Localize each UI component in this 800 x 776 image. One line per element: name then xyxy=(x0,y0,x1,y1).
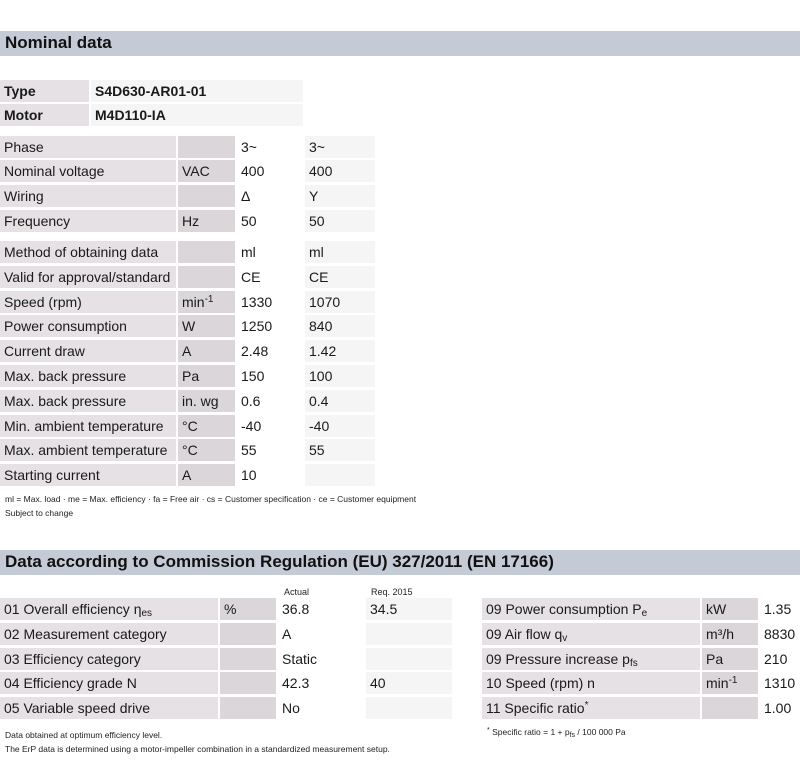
erp-param-unit xyxy=(220,697,276,719)
param-value-1: 55 xyxy=(237,439,303,461)
param-value-1: ml xyxy=(237,241,303,263)
erp-param-subscript: fs xyxy=(629,657,638,669)
param-unit xyxy=(178,136,235,158)
param-unit xyxy=(178,390,235,412)
param-unit-text: min xyxy=(182,293,205,310)
erp-param-unit-text: Pa xyxy=(706,650,724,667)
erp-actual-value: No xyxy=(278,697,364,719)
param-unit-text: °C xyxy=(182,417,198,434)
erp-required-value: 34.5 xyxy=(366,598,452,620)
motor-value: M4D110-IA xyxy=(91,104,303,126)
param-value-1: 3~ xyxy=(237,136,303,158)
footnote-mark: * xyxy=(487,727,490,734)
param-value-1: 10 xyxy=(237,464,303,486)
erp-required-value: 40 xyxy=(366,672,452,694)
param-label: Power consumption xyxy=(0,315,176,337)
erp-param-unit-text: min xyxy=(706,675,729,692)
erp-actual-value: A xyxy=(278,623,364,645)
param-unit-text: A xyxy=(182,343,192,360)
param-unit xyxy=(178,439,235,461)
erp-param-label-text: 09 Power consumption P xyxy=(486,601,642,617)
param-value-1: 150 xyxy=(237,365,303,387)
nominal-data-title: Nominal data xyxy=(5,33,112,52)
erp-value: 1.00 xyxy=(760,697,800,719)
param-value-2 xyxy=(305,464,375,486)
param-unit xyxy=(178,365,235,387)
param-unit xyxy=(178,210,235,232)
param-value-2: Y xyxy=(305,185,375,207)
param-value-2: 3~ xyxy=(305,136,375,158)
erp-param-label-text: 09 Air flow q xyxy=(486,625,563,642)
erp-param-label xyxy=(0,697,218,719)
param-label: Max. back pressure xyxy=(0,365,176,387)
erp-param-label-text: 02 Measurement category xyxy=(4,625,167,642)
param-value-2: -40 xyxy=(305,415,375,437)
param-label: Wiring xyxy=(0,185,176,207)
param-label: Nominal voltage xyxy=(0,160,176,182)
param-label: Min. ambient temperature xyxy=(0,415,176,437)
erp-param-unit xyxy=(702,648,758,670)
param-unit xyxy=(178,160,235,182)
param-value-2: 400 xyxy=(305,160,375,182)
param-value-1: 400 xyxy=(237,160,303,182)
param-label: Method of obtaining data xyxy=(0,241,176,263)
erp-actual-value: Static xyxy=(278,648,364,670)
erp-value: 210 xyxy=(760,648,800,670)
param-unit-text: in. wg xyxy=(182,392,219,409)
erp-actual-value: 42.3 xyxy=(278,672,364,694)
param-unit-text: VAC xyxy=(182,163,210,179)
erp-param-unit-text: kW xyxy=(706,601,727,617)
erp-param-label-text: 03 Efficiency category xyxy=(4,650,141,667)
param-unit-text: °C xyxy=(182,442,198,459)
erp-param-label-text: 10 Speed (rpm) n xyxy=(486,675,595,692)
param-value-2: 55 xyxy=(305,439,375,461)
erp-actual-value: 36.8 xyxy=(278,598,364,620)
erp-param-unit: % xyxy=(220,598,276,620)
param-value-1: 2.48 xyxy=(237,340,303,362)
type-value: S4D630-AR01-01 xyxy=(91,80,303,102)
param-value-1: -40 xyxy=(237,415,303,437)
erp-required-value xyxy=(366,697,452,719)
column-header-req: Req. 2015 xyxy=(371,587,413,597)
param-unit xyxy=(178,340,235,362)
erp-param-unit xyxy=(220,623,276,645)
param-value-2: 100 xyxy=(305,365,375,387)
legend-note: ml = Max. load · me = Max. efficiency · fa = Free air · cs = Customer specification · ce = Customer equipment xyxy=(5,494,417,504)
param-label: Max. ambient temperature xyxy=(0,439,176,461)
erp-param-subscript: e xyxy=(641,608,648,619)
motor-label: Motor xyxy=(0,104,89,126)
erp-param-label-text: 09 Pressure increase p xyxy=(486,650,630,667)
erp-param-label xyxy=(482,598,700,620)
param-unit xyxy=(178,266,235,288)
param-label: Current draw xyxy=(0,340,176,362)
erp-param-unit xyxy=(702,598,758,620)
param-value-1: 1250 xyxy=(237,315,303,337)
erp-param-label-text: 05 Variable speed drive xyxy=(4,700,151,717)
param-unit-text: A xyxy=(182,467,192,484)
param-label: Valid for approval/standard xyxy=(0,266,176,288)
param-label: Max. back pressure xyxy=(0,390,176,412)
erp-param-unit xyxy=(702,623,758,645)
param-unit-text: Hz xyxy=(182,213,200,229)
erp-param-subscript: v xyxy=(562,632,568,644)
param-unit xyxy=(178,415,235,437)
erp-param-unit xyxy=(220,648,276,670)
erp-param-label-text: 04 Efficiency grade N xyxy=(4,675,137,692)
erp-param-unit-text: m³/h xyxy=(706,625,734,642)
erp-param-label-text: 11 Specific ratio xyxy=(486,700,585,717)
erp-param-unit xyxy=(702,672,758,694)
specific-ratio-footnote: * Specific ratio = $1 + p_{fs} / 100$ 000 Pa xyxy=(487,727,626,739)
erp-param-label xyxy=(482,697,700,719)
param-value-1: 1330 xyxy=(237,291,303,313)
param-label: Speed (rpm) xyxy=(0,291,176,313)
type-label: Type xyxy=(0,80,89,102)
erp-value: 1310 xyxy=(760,672,800,694)
erp-param-unit xyxy=(220,672,276,694)
erp-value: 1.35 xyxy=(760,598,800,620)
param-unit xyxy=(178,315,235,337)
subject-note: Subject to change xyxy=(5,508,74,518)
nominal-data-header xyxy=(0,31,800,56)
param-label: Starting current xyxy=(0,464,176,486)
param-value-2: 1070 xyxy=(305,291,375,313)
param-unit xyxy=(178,464,235,486)
erp-param-label xyxy=(0,598,218,620)
erp-param-label-text: 01 Overall efficiency η xyxy=(4,601,142,617)
param-label: Phase xyxy=(0,136,176,158)
erp-param-subscript: es xyxy=(141,608,153,619)
param-unit xyxy=(178,185,235,207)
param-unit-text: Pa xyxy=(182,368,200,384)
erp-required-value xyxy=(366,623,452,645)
column-header-actual: Actual xyxy=(284,587,310,597)
erp-note-2: The ErP data is determined using a motor-impeller combination in a standardized measurement setup. xyxy=(5,744,390,754)
param-value-2: 840 xyxy=(305,315,375,337)
erp-param-unit xyxy=(702,697,758,719)
param-value-2: 50 xyxy=(305,210,375,232)
erp-param-label xyxy=(482,648,700,670)
erp-param-label xyxy=(482,623,700,645)
param-value-1: CE xyxy=(237,266,303,288)
param-value-2: CE xyxy=(305,266,375,288)
erp-param-label xyxy=(0,623,218,645)
param-label: Frequency xyxy=(0,210,176,232)
erp-data-header xyxy=(0,550,800,575)
param-value-2: 0.4 xyxy=(305,390,375,412)
param-value-2: 1.42 xyxy=(305,340,375,362)
param-value-1: 0.6 xyxy=(237,390,303,412)
erp-required-value xyxy=(366,648,452,670)
param-unit-text: W xyxy=(182,318,196,335)
erp-value: 8830 xyxy=(760,623,800,645)
erp-param-superscript: * xyxy=(584,700,589,712)
param-unit xyxy=(178,241,235,263)
erp-data-title: Data according to Commission Regulation (EU) 327/2011 (EN 17166) xyxy=(5,552,554,571)
erp-param-label xyxy=(0,648,218,670)
param-value-2: ml xyxy=(305,241,375,263)
param-value-1: 50 xyxy=(237,210,303,232)
erp-param-unit-exponent: -1 xyxy=(728,675,738,687)
erp-param-label xyxy=(482,672,700,694)
erp-param-label xyxy=(0,672,218,694)
param-unit xyxy=(178,291,235,313)
param-value-1: Δ xyxy=(237,185,303,207)
erp-note-1: Data obtained at optimum efficiency level. xyxy=(5,730,163,740)
param-unit-exponent: -1 xyxy=(204,293,214,305)
